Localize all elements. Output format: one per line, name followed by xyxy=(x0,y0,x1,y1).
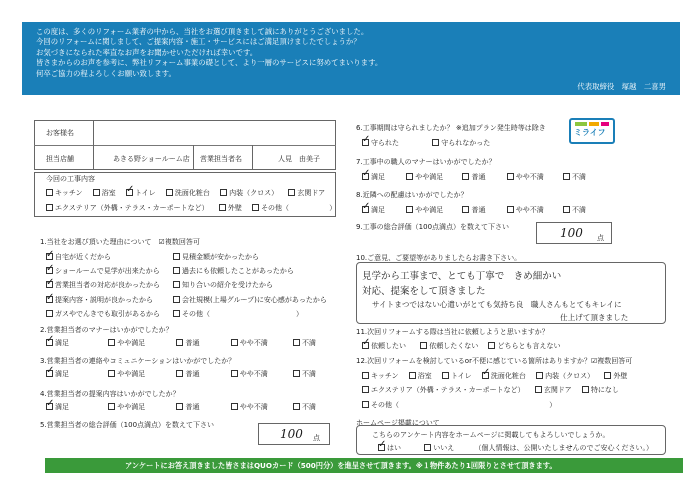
q9-unit: 点 xyxy=(597,234,604,242)
checkbox[interactable] xyxy=(231,370,238,377)
option-label: その他（ xyxy=(371,401,399,409)
option-label: 不満 xyxy=(301,370,316,378)
checkbox[interactable] xyxy=(462,173,469,180)
option-label: 不満 xyxy=(571,206,586,214)
hp-options xyxy=(378,443,653,453)
option-label: 守られた xyxy=(371,139,399,147)
option-label: 不満 xyxy=(301,339,316,347)
checkbox-checked[interactable] xyxy=(46,296,53,303)
checkbox[interactable] xyxy=(442,372,449,379)
checkbox-checked[interactable] xyxy=(126,189,133,196)
option-label: 玄関ドア xyxy=(543,386,572,394)
checkbox-checked[interactable] xyxy=(362,173,369,180)
customer-name-label: お客様名 xyxy=(46,129,74,137)
checkbox[interactable] xyxy=(563,206,570,213)
q12-title: 12.次回リフォームを検討しているor不便に感じている箇所はありますか？☑複数回答可 xyxy=(356,357,633,365)
checkbox[interactable] xyxy=(231,403,238,410)
work-title: 今回の工事内容 xyxy=(46,175,95,183)
checkbox[interactable] xyxy=(507,173,514,180)
option-label: 普通 xyxy=(185,370,200,378)
q3-options xyxy=(46,369,324,379)
checkbox[interactable] xyxy=(536,372,543,379)
option-label: 提案内容・説明が良かったから xyxy=(55,295,153,304)
option-label: 満足 xyxy=(55,403,69,411)
q7-title: 7.工事中の職人のマナーはいかがでしたか？ xyxy=(356,158,496,166)
option-label: やや満足 xyxy=(117,403,146,411)
sales-value: 人見 由美子 xyxy=(278,155,320,163)
greeting-line: 今回のリフォームに関しまして、ご提案内容・施工・サービスにはご満足頂けましたでしょうか？ xyxy=(36,37,361,47)
option-label: 自宅が近くだから xyxy=(55,253,111,261)
option-label: トイレ xyxy=(450,372,472,380)
option-label: 不満 xyxy=(301,403,316,411)
checkbox[interactable] xyxy=(507,206,514,213)
checkbox-checked[interactable] xyxy=(46,370,53,377)
checkbox-checked[interactable] xyxy=(482,372,489,379)
option-label: 外壁 xyxy=(613,372,628,380)
option-label: エクステリア（外構・テラス・カーポートなど） xyxy=(55,204,209,212)
option-label: 営業担当者の対応が良かったから xyxy=(55,281,160,290)
option-label: ） xyxy=(549,401,557,409)
checkbox[interactable] xyxy=(176,370,183,377)
option-label: キッチン xyxy=(55,189,83,197)
checkbox[interactable] xyxy=(108,339,115,346)
checkbox[interactable] xyxy=(409,372,416,379)
q8-title: 8.近隣への配慮はいかがでしたか？ xyxy=(356,191,468,199)
q12-row-1 xyxy=(362,371,635,381)
option-label: やや満足 xyxy=(415,173,444,181)
option-label: ） xyxy=(296,309,303,318)
checkbox-checked[interactable] xyxy=(46,339,53,346)
greeting-line: お気づきになられた率直なお声をお聞かせいただければ幸いです。 xyxy=(36,47,258,57)
checkbox-checked[interactable] xyxy=(46,267,53,274)
option-label: やや不満 xyxy=(239,370,268,378)
option-label: 普通 xyxy=(471,206,486,214)
store-label: 担当店舗 xyxy=(46,155,74,163)
greeting-banner xyxy=(22,22,680,95)
checkbox[interactable] xyxy=(176,403,183,410)
option-label: 依頼したくない xyxy=(429,342,479,350)
checkbox[interactable] xyxy=(173,253,180,260)
q1-left-options xyxy=(46,250,160,321)
q3-title: 3.営業担当者の連絡やコミュニケーションはいかがでしたか？ xyxy=(40,357,236,365)
checkbox[interactable] xyxy=(173,296,180,303)
option-label: 普通 xyxy=(471,173,486,181)
option-label: やや不満 xyxy=(515,173,544,181)
checkbox[interactable] xyxy=(582,386,589,393)
hp-title: ホームページ掲載について xyxy=(356,419,440,427)
checkbox[interactable] xyxy=(488,342,495,349)
option-label: 会社規模(上場グループ)に安心感があったから xyxy=(182,295,327,304)
greeting-line: 皆さまからのお声を参考に、弊社リフォーム事業の礎として、より一層のサービスに努めてまいります。 xyxy=(36,58,383,68)
option-label: 外壁 xyxy=(227,204,242,212)
checkbox[interactable] xyxy=(293,403,300,410)
checkbox[interactable] xyxy=(108,370,115,377)
option-label: キッチン xyxy=(371,372,399,380)
company-logo xyxy=(569,118,615,144)
footer-banner xyxy=(45,458,683,473)
option-label: 浴室 xyxy=(101,189,116,197)
q4-options xyxy=(46,402,324,412)
checkbox[interactable] xyxy=(563,173,570,180)
checkbox[interactable] xyxy=(219,204,226,211)
checkbox[interactable] xyxy=(432,139,439,146)
option-label: 満足 xyxy=(55,370,69,378)
hp-note: （個人情報は、公開いたしませんのでご安心ください。） xyxy=(474,444,653,452)
q7-options xyxy=(362,172,594,182)
q8-options xyxy=(362,205,594,215)
q4-title: 4.営業担当者の提案内容はいかがでしたか？ xyxy=(40,390,180,398)
option-label: ガスやでんきでも取引があるから xyxy=(55,309,160,318)
q10-handwriting-line: 対応、提案をして頂きました xyxy=(362,286,486,297)
option-label: やや満足 xyxy=(117,339,146,347)
store-value: あきる野ショールーム店 xyxy=(113,155,190,163)
q2-title: 2.営業担当者のマナーはいかがでしたか？ xyxy=(40,326,173,334)
option-label: 洗面化粧台 xyxy=(174,189,210,197)
option-label: 不満 xyxy=(571,173,586,181)
checkbox[interactable] xyxy=(173,281,180,288)
footer-text: アンケートにお答え頂きました皆さまはQUOカード（500円分）を進呈させて頂きます。※１物件あたり1回限りとさせて頂きます。 xyxy=(125,461,557,470)
q11-options xyxy=(362,341,568,351)
checkbox[interactable] xyxy=(535,386,542,393)
checkbox[interactable] xyxy=(46,204,53,211)
option-label: ） xyxy=(329,204,337,212)
checkbox[interactable] xyxy=(93,189,100,196)
checkbox-checked[interactable] xyxy=(362,206,369,213)
option-label: 見積金額が安かったから xyxy=(182,253,259,261)
q11-title: 11.次回リフォームする際は当社に依頼しようと思いますか？ xyxy=(356,328,549,336)
checkbox[interactable] xyxy=(288,189,295,196)
q5-title: 5.営業担当者の総合評価（100点満点）を数えて下さい xyxy=(40,421,215,429)
checkbox[interactable] xyxy=(176,339,183,346)
option-label: 内装（クロス） xyxy=(229,189,279,197)
greeting-line: 何卒ご協力の程よろしくお願い致します。 xyxy=(36,68,176,78)
option-label: 依頼したい xyxy=(371,342,406,350)
checkbox[interactable] xyxy=(406,206,413,213)
option-label: はい xyxy=(387,444,401,452)
checkbox[interactable] xyxy=(362,386,369,393)
option-label: 満足 xyxy=(371,206,385,214)
hp-question: こちらのアンケート内容をホームページに掲載してもよろしいでしょうか。 xyxy=(372,431,610,439)
option-label: 過去にも依頼したことがあったから xyxy=(182,267,294,276)
checkbox[interactable] xyxy=(604,372,611,379)
option-label: その他（ xyxy=(182,309,210,318)
checkbox[interactable] xyxy=(46,189,53,196)
checkbox[interactable] xyxy=(424,444,431,451)
q5-unit: 点 xyxy=(313,434,320,442)
option-label: いいえ xyxy=(433,444,455,452)
option-label: 洗面化粧台 xyxy=(490,372,526,380)
option-label: 満足 xyxy=(55,339,69,347)
option-label: 浴室 xyxy=(417,372,432,380)
checkbox[interactable] xyxy=(231,339,238,346)
checkbox-checked[interactable] xyxy=(362,342,369,349)
option-label: 満足 xyxy=(371,173,385,181)
checkbox[interactable] xyxy=(46,310,53,317)
checkbox[interactable] xyxy=(173,310,180,317)
greeting-line: この度は、多くのリフォーム業者の中から、当社をお選び頂きまして誠にありがとうございました。 xyxy=(36,27,369,36)
q9-title: 9.工事の総合評価（100点満点）を数えて下さい xyxy=(356,223,510,231)
checkbox[interactable] xyxy=(420,342,427,349)
option-label: どちらとも言えない xyxy=(497,342,561,350)
q10-handwriting-line: 見学から工事まで、とても丁寧で きめ細かい xyxy=(362,271,562,282)
checkbox-checked[interactable] xyxy=(46,281,53,288)
checkbox[interactable] xyxy=(173,267,180,274)
q10-handwriting-line: サイトまつではない心遣いがとても気持ち良 職人さんもとてもキレイに xyxy=(372,300,622,309)
option-label: やや満足 xyxy=(117,370,146,378)
option-label: 特になし xyxy=(590,386,619,394)
work-row-2 xyxy=(46,203,336,213)
checkbox[interactable] xyxy=(252,204,259,211)
q10-title: 10.ご意見、ご要望等がありましたらお書き下さい。 xyxy=(356,254,522,262)
q1-right-options xyxy=(173,250,327,321)
option-label: 内装（クロス） xyxy=(545,372,595,380)
checkbox[interactable] xyxy=(108,403,115,410)
checkbox-checked[interactable] xyxy=(362,139,369,146)
checkbox[interactable] xyxy=(362,372,369,379)
q12-row-2 xyxy=(362,385,627,395)
work-row-1 xyxy=(46,188,333,198)
checkbox[interactable] xyxy=(293,370,300,377)
q9-score: 100 xyxy=(560,226,583,240)
option-label: 知り合いの紹介を受けたから xyxy=(182,281,273,290)
checkbox[interactable] xyxy=(462,206,469,213)
checkbox[interactable] xyxy=(293,339,300,346)
option-label: トイレ xyxy=(134,189,156,197)
q1-title: 1.当社をお選び頂いた理由について ☑複数回答可 xyxy=(40,238,200,246)
checkbox[interactable] xyxy=(220,189,227,196)
option-label: エクステリア（外構・テラス・カーポートなど） xyxy=(371,386,525,394)
checkbox-checked[interactable] xyxy=(46,253,53,260)
checkbox-checked[interactable] xyxy=(378,444,385,451)
q6-options xyxy=(362,138,498,148)
q5-score: 100 xyxy=(280,427,303,441)
checkbox[interactable] xyxy=(362,401,369,408)
option-label: やや不満 xyxy=(515,206,544,214)
q6-title: 6.工事期間は守られましたか？ ※追加プラン発生時等は除き xyxy=(356,124,546,132)
option-label: ショールームで見学が出来たから xyxy=(55,267,160,276)
option-label: やや満足 xyxy=(415,206,444,214)
option-label: やや不満 xyxy=(239,403,268,411)
q2-options xyxy=(46,338,324,348)
checkbox[interactable] xyxy=(406,173,413,180)
q12-row-3 xyxy=(362,400,556,410)
signature: 代表取締役 塚越 二喜男 xyxy=(577,81,666,91)
checkbox-checked[interactable] xyxy=(46,403,53,410)
option-label: 玄関ドア xyxy=(297,189,326,197)
option-label: その他（ xyxy=(261,204,290,212)
logo-text: ミライフ xyxy=(574,128,606,137)
option-label: やや不満 xyxy=(239,339,268,347)
option-label: 守られなかった xyxy=(441,139,491,147)
q10-handwriting-line: 仕上げて頂きました xyxy=(560,313,629,322)
checkbox[interactable] xyxy=(166,189,173,196)
option-label: 普通 xyxy=(185,339,200,347)
option-label: 普通 xyxy=(185,403,200,411)
sales-label: 営業担当者名 xyxy=(200,155,242,163)
